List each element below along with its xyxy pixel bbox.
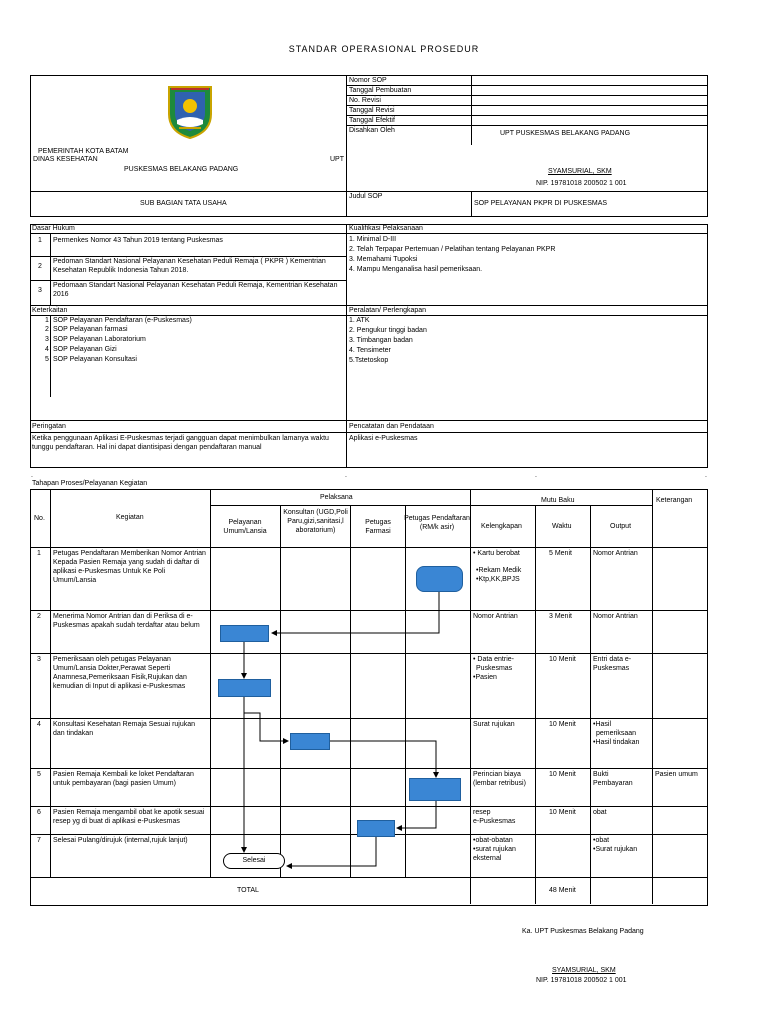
col-header-keterangan: Keterangan (656, 497, 693, 504)
peralatan-item-3: 3. Timbangan badan (349, 337, 413, 344)
selesai-label: Selesai (242, 857, 266, 864)
row-3-kelengkapan-1: • Data entrie- (473, 656, 514, 663)
judul-sop-value: SOP PELAYANAN PKPR DI PUSKESMAS (474, 200, 608, 207)
disahkan-org: UPT PUSKESMAS BELAKANG PADANG (500, 130, 631, 137)
row-5-no: 5 (37, 771, 41, 778)
dot-3: . (535, 472, 537, 479)
keterkaitan-text-5: SOP Pelayanan Konsultasi (53, 356, 137, 363)
col-header-pel-umum: Pelayanan Umum/Lansia (223, 519, 267, 535)
row-5-kelengkapan-2: (lembar retribusi) (473, 780, 526, 787)
col-header-mutu-baku: Mutu Baku (541, 497, 575, 504)
dot-4: . (705, 472, 707, 479)
row-3-kelengkapan-3: •Pasien (473, 674, 497, 681)
row-1-kelengkapan-4: •Ktp,KK,BPJS (476, 576, 520, 583)
peralatan-item-5: 5.Tstetoskop (349, 357, 389, 364)
total-value: 48 Menit (549, 887, 576, 894)
row-7-kelengkapan-2: •surat rujukan (473, 846, 516, 853)
keterkaitan-label: Keterkaitan (32, 307, 68, 314)
kualifikasi-item-4: 4. Mampu Menganalisa hasil pemeriksaan. (349, 266, 483, 273)
label-no-revisi: No. Revisi (349, 97, 381, 104)
footer-title: Ka. UPT Puskesmas Belakang Padang (522, 928, 644, 935)
flow-box-row-3 (218, 679, 271, 697)
keterkaitan-text-1: SOP Pelayanan Pendaftaran (e-Puskesmas) (53, 317, 192, 324)
flow-arrow-4-5 (330, 741, 436, 777)
dinas-name: DINAS KESEHATAN (33, 156, 98, 163)
peralatan-item-4: 4. Tensimeter (349, 347, 391, 354)
row-2-kegiatan: Menerima Nomor Antrian dan di Periksa di e-Puskesmas apakah sudah terdaftar atau belum (53, 613, 200, 629)
row-4-kegiatan: Konsultasi Kesehatan Remaja Sesuai rujukan dan tindakan (53, 721, 196, 737)
peralatan-item-1: 1. ATK (349, 317, 370, 324)
row-6-kelengkapan-1: resep (473, 809, 491, 816)
dasar-hukum-text-2: Pedoman Standart Nasional Pelayanan Kesehatan Peduli Remaja ( PKPR ) Kementrian Kesehatan Republik Indonesia Tahun 2018. (53, 258, 326, 274)
dot-2: . (345, 472, 347, 479)
label-tgl-efektif: Tanggal Efektif (349, 117, 395, 124)
flow-arrow-6-7 (287, 836, 376, 866)
row-7-no: 7 (37, 837, 41, 844)
row-7-kegiatan: Selesai Pulang/dirujuk (internal,rujuk lanjut) (53, 837, 188, 844)
keterkaitan-text-2: SOP Pelayanan farmasi (53, 326, 128, 333)
footer-nip: NIP. 19781018 200502 1 001 (536, 977, 627, 984)
row-3-no: 3 (37, 656, 41, 663)
col-header-kegiatan: Kegiatan (116, 514, 144, 521)
row-3-output-2: Puskesmas (593, 665, 630, 672)
signer-nip: NIP. 19781018 200502 1 001 (536, 180, 627, 187)
row-7-kelengkapan-1: •obat-obatan (473, 837, 513, 844)
dot-1: . (31, 472, 33, 479)
row-3-waktu: 10 Menit (549, 656, 576, 663)
row-3-kelengkapan-2: Puskesmas (476, 665, 513, 672)
row-5-keterangan: Pasien umum (655, 771, 698, 778)
sub-bagian: SUB BAGIAN TATA USAHA (140, 200, 227, 207)
col-header-waktu: Waktu (552, 523, 572, 530)
row-7-output-1: •obat (593, 837, 610, 844)
row-1-kelengkapan-3: •Rekam Medik (476, 567, 522, 574)
tahapan-label: Tahapan Proses/Pelayanan Kegiatan (32, 480, 148, 487)
label-nomor-sop: Nomor SOP (349, 77, 387, 84)
footer-name: SYAMSURIAL, SKM (552, 967, 616, 974)
dasar-hukum-text-3: Pedomaan Standart Nasional Pelayanan Kesehatan Peduli Remaja, Kementrian Kesehatan 2016 (53, 282, 338, 298)
row-4-waktu: 10 Menit (549, 721, 576, 728)
row-3-output-1: Entri data e- (593, 656, 632, 663)
row-1-waktu: 5 Menit (549, 550, 572, 557)
flow-terminator-start (416, 566, 463, 592)
dasar-hukum-no-1: 1 (38, 237, 42, 244)
pencatatan-label: Pencatatan dan Pendataan (349, 423, 434, 430)
flow-arrow-5-6 (397, 799, 436, 828)
row-2-waktu: 3 Menit (549, 613, 572, 620)
kualifikasi-label: Kualifikasi Pelaksanaan (349, 225, 423, 232)
col-header-no: No. (34, 515, 45, 522)
row-2-output: Nomor Antrian (593, 613, 638, 620)
document-title: STANDAR OPERASIONAL PROSEDUR (288, 44, 480, 54)
flow-arrow-3-4 (244, 695, 288, 741)
flow-box-row-5 (409, 778, 461, 801)
dasar-hukum-no-2: 2 (38, 263, 42, 270)
row-1-output: Nomor Antrian (593, 550, 638, 557)
label-disahkan: Disahkan Oleh (349, 127, 395, 134)
row-2-kelengkapan: Nomor Antrian (473, 613, 518, 620)
row-6-no: 6 (37, 809, 41, 816)
upt-label: UPT (330, 156, 344, 163)
row-7-output-2: •Surat rujukan (593, 846, 638, 853)
row-7-kelengkapan-3: eksternal (473, 855, 502, 862)
kualifikasi-item-1: 1. Minimal D-III (349, 236, 397, 243)
kualifikasi-item-2: 2. Telah Terpapar Pertemuan / Pelatihan tentang Pelayanan PKPR (349, 246, 556, 253)
keterkaitan-no-5: 5 (45, 356, 49, 363)
kualifikasi-item-3: 3. Memahami Tupoksi (349, 256, 418, 263)
puskesmas-name: PUSKESMAS BELAKANG PADANG (124, 166, 239, 173)
label-tgl-pembuatan: Tanggal Pembuatan (349, 87, 412, 94)
col-header-output: Output (610, 523, 632, 530)
col-header-pendaftaran: Petugas Pendaftaran (RM/k asir) (404, 515, 470, 531)
row-6-waktu: 10 Menit (549, 809, 576, 816)
peringatan-text: Ketika penggunaan Aplikasi E-Puskesmas terjadi gangguan dapat menimbulkan lamanya waktu tunggu pendaftaran. Hal ini dapat diantisipasi dengan pendaftaran manual (32, 435, 329, 451)
row-3-kegiatan: Pemeriksaan oleh petugas Pelayanan Umum/Lansia Dokter,Perawat Seperti Anamnesa,Pemeriksaan Fisik,Rujukan dan kemudian di Input di aplikasi e-Puskesmas (53, 656, 187, 690)
col-header-pelaksana: Pelaksana (320, 494, 353, 501)
row-2-no: 2 (37, 613, 41, 620)
peringatan-label: Peringatan (32, 423, 66, 430)
label-tgl-revisi: Tanggal Revisi (349, 107, 395, 114)
row-4-output-2: pemeriksaan (596, 730, 637, 737)
flow-terminator-selesai (223, 853, 285, 869)
row-4-output-3: •Hasil tindakan (593, 739, 640, 746)
row-6-output: obat (593, 809, 607, 816)
row-1-no: 1 (37, 550, 41, 557)
col-header-kelengkapan: Kelengkapan (481, 523, 522, 530)
dasar-hukum-label: Dasar Hukum (32, 225, 75, 232)
keterkaitan-no-1: 1 (45, 317, 49, 324)
row-1-kegiatan: Petugas Pendaftaran Memberikan Nomor Antrian Kepada Pasien Remaja yang sudah di daftar di aplikasi e-Puskesmas Untuk Ke Poli Umum/Lansia (53, 550, 206, 584)
keterkaitan-no-4: 4 (45, 346, 49, 353)
flow-box-row-4 (290, 733, 330, 750)
row-5-kelengkapan-1: Perincian biaya (473, 771, 521, 778)
row-6-kegiatan: Pasien Remaja mengambil obat ke apotik sesuai resep yg di buat di aplikasi e-Puskesmas (53, 809, 205, 825)
row-5-waktu: 10 Menit (549, 771, 576, 778)
flow-box-row-6 (357, 820, 395, 837)
row-4-output-1: •Hasil (593, 721, 612, 728)
signer-name: SYAMSURIAL, SKM (548, 168, 612, 175)
flow-box-row-2 (220, 625, 269, 642)
peralatan-label: Peralatan/ Perlengkapan (349, 307, 427, 314)
col-header-farmasi: Petugas Farmasi (365, 519, 391, 535)
peralatan-item-2: 2. Pengukur tinggi badan (349, 327, 427, 334)
pencatatan-text: Aplikasi e-Puskesmas (349, 435, 418, 442)
row-5-output-1: Bukti (593, 771, 609, 778)
col-header-konsultan: Konsultan (UGD,Poli Paru,gizi,sanitasi,l aboratorium) (283, 509, 348, 534)
gov-name: PEMERINTAH KOTA BATAM (38, 148, 129, 155)
total-label: TOTAL (237, 887, 259, 894)
row-5-kegiatan: Pasien Remaja Kembali ke loket Pendaftaran untuk pembayaran (bagi pasien Umum) (53, 771, 194, 787)
row-1-kelengkapan-1: • Kartu berobat (473, 550, 520, 557)
keterkaitan-no-3: 3 (45, 336, 49, 343)
row-6-kelengkapan-2: e-Puskesmas (473, 818, 516, 825)
label-judul-sop: Judul SOP (349, 193, 383, 200)
flow-arrow-1-2 (272, 590, 439, 633)
keterkaitan-text-4: SOP Pelayanan Gizi (53, 346, 117, 353)
row-4-kelengkapan: Surat rujukan (473, 721, 515, 728)
row-5-output-2: Pembayaran (593, 780, 633, 787)
dasar-hukum-no-3: 3 (38, 287, 42, 294)
keterkaitan-no-2: 2 (45, 326, 49, 333)
row-4-no: 4 (37, 721, 41, 728)
dasar-hukum-text-1: Permenkes Nomor 43 Tahun 2019 tentang Puskesmas (53, 237, 223, 244)
keterkaitan-text-3: SOP Pelayanan Laboratorium (53, 336, 146, 343)
